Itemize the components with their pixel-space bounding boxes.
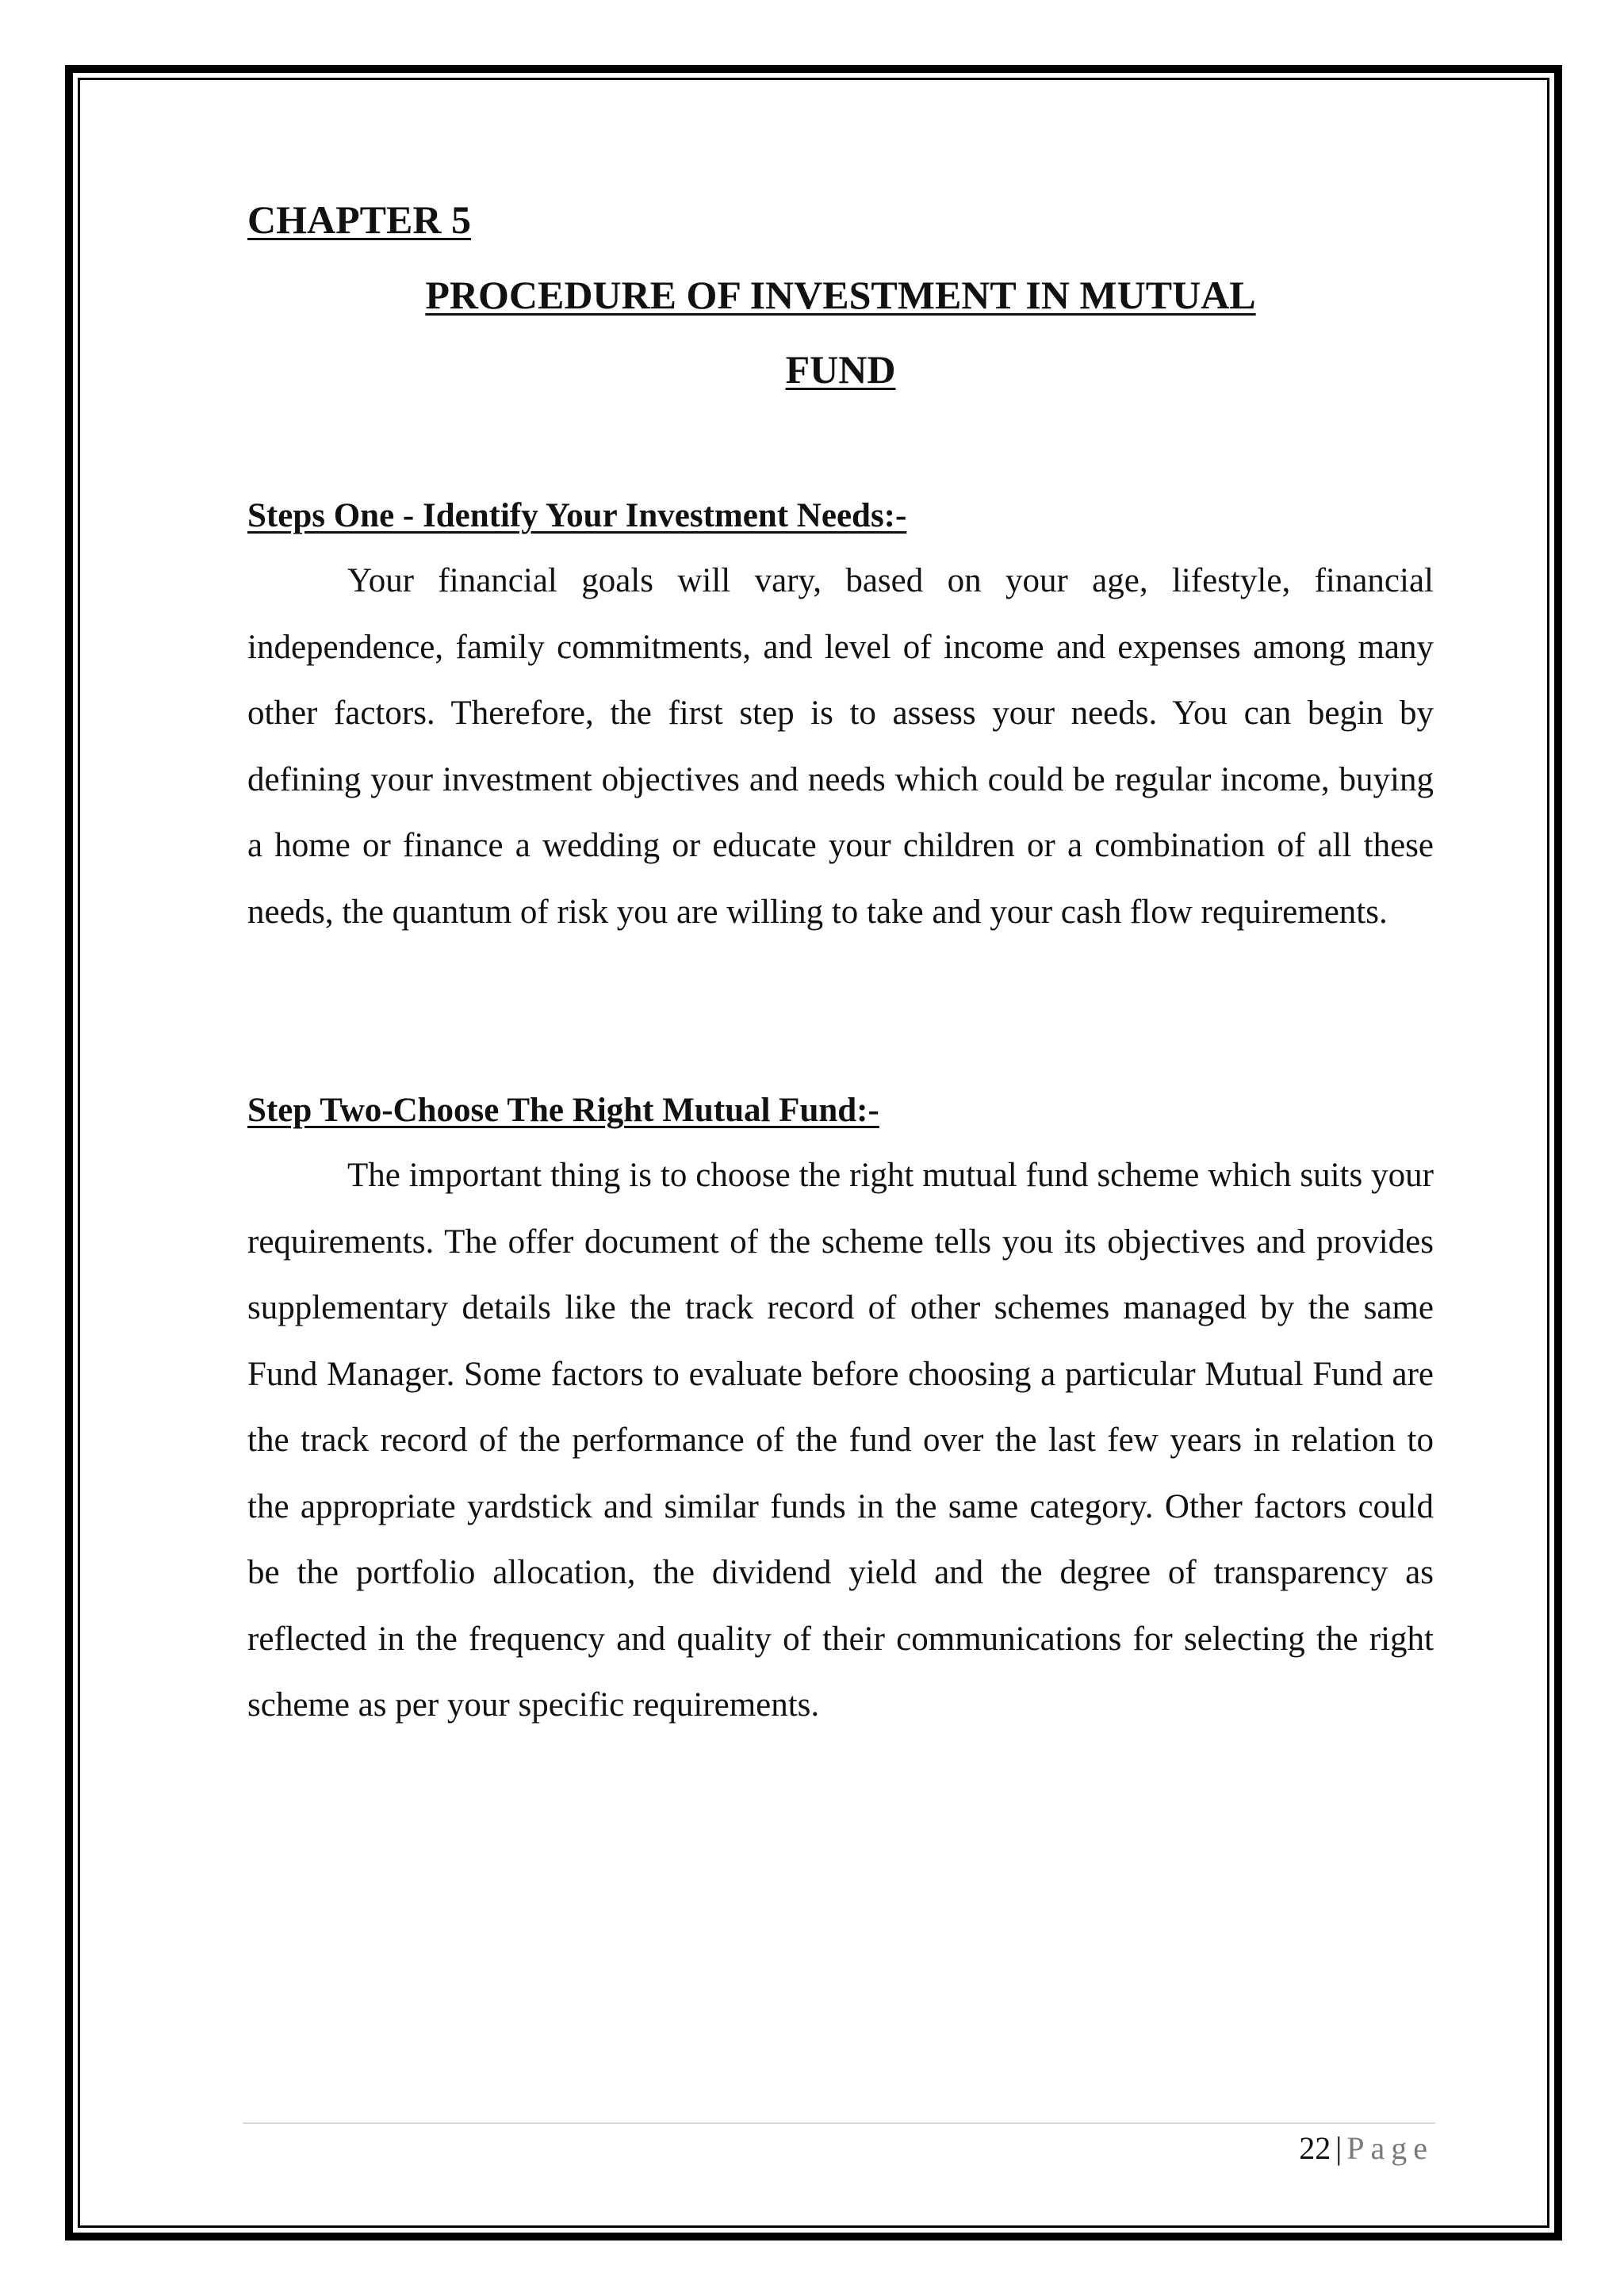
chapter-title-line-1: PROCEDURE OF INVESTMENT IN MUTUAL [425, 273, 1256, 317]
chapter-heading: CHAPTER 5 [247, 197, 471, 242]
page-footer [1299, 2130, 1434, 2167]
section-body-step-two: The important thing is to choose the right mutual fund scheme which suits your requirements. The offer document of the scheme tells you its objectives and provides supplementary details like the track record of other schemes managed by the same Fund Manager. Some factors to evaluate before choosing a particular Mutual Fund are the track record of the performance of the fund over the last few years in relation to the appropriate yardstick and similar funds in the same category. Other factors could be the portfolio allocation, the dividend yield and the degree of transparency as reflected in the frequency and quality of their communications for selecting the right scheme as per your specific requirements. [247, 1157, 1434, 1724]
section-heading-step-one: Steps One - Identify Your Investment Needs:- [247, 497, 907, 534]
chapter-title-line-2: FUND [785, 347, 896, 392]
section-body-step-one: Your financial goals will vary, based on your age, lifestyle, financial independence, family commitments, and level of income and expenses among many other factors. Therefore, the first step is to assess your needs. You can begin by defining your investment objectives and needs which could be regular income, buying a home or finance a wedding or educate your children or a combination of all these needs, the quantum of risk you are willing to take and your cash flow requirements. [247, 562, 1434, 931]
footer-separator: | [1335, 2130, 1342, 2166]
footer-divider [243, 2122, 1435, 2124]
page-number: 22 [1299, 2130, 1331, 2166]
page-label: Page [1346, 2130, 1434, 2166]
section-heading-step-two: Step Two-Choose The Right Mutual Fund:- [247, 1092, 879, 1129]
